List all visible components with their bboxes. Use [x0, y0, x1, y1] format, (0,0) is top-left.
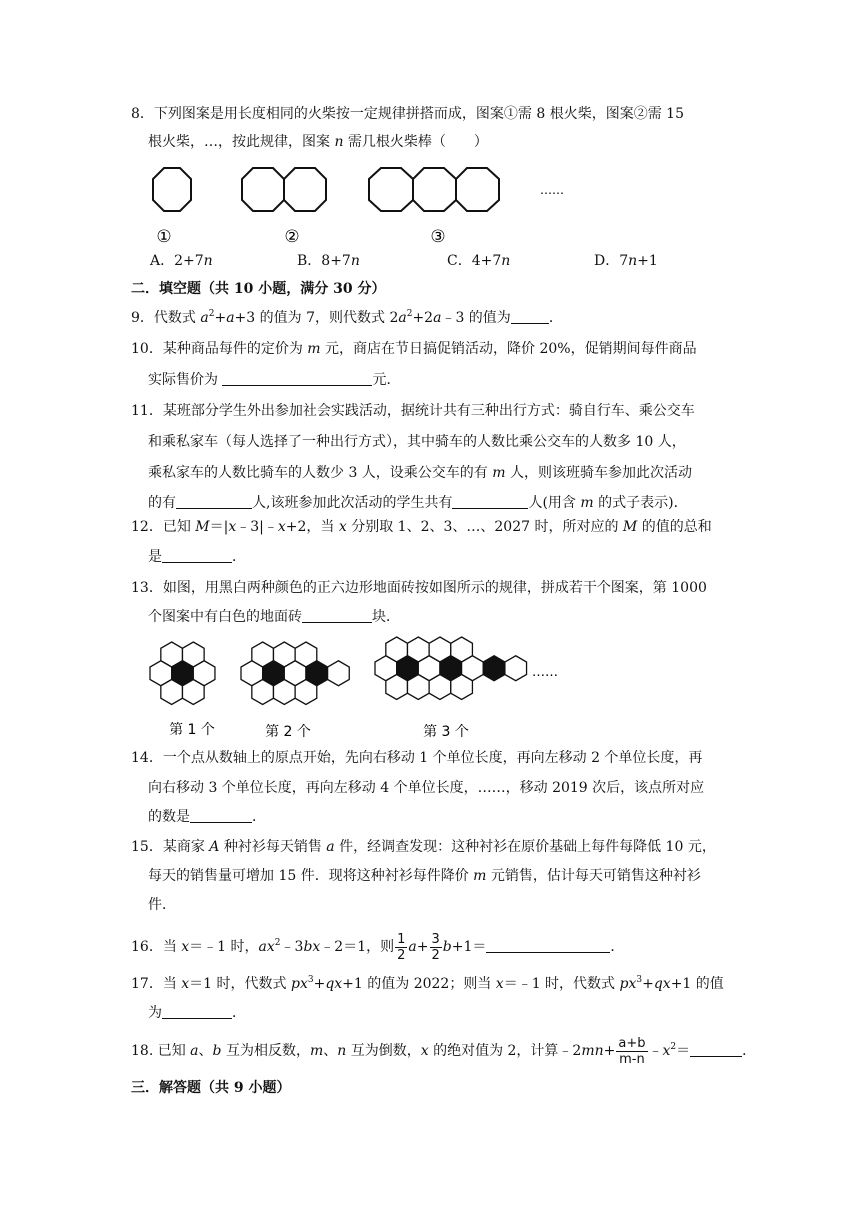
- q17-line1: 17．当 x＝1 时，代数式 $px^3+qx+1$ 的值为 2022；则当 x＝﹣1 时，代数式 $px^3+qx+1$ 的值: [131, 975, 724, 992]
- q10-line2: 实际售价为 元．: [148, 372, 401, 388]
- hexagon-tile-figures: [140, 630, 580, 742]
- q11-answer-blank-1[interactable]: [176, 494, 252, 509]
- hex-tile-white: [386, 675, 408, 700]
- q11-line1: 11．某班部分学生外出参加社会实践活动，据统计共有三种出行方式：骑自行车、乘公交车: [131, 403, 695, 419]
- section-2-title: 二．填空题（共 10 小题，满分 30 分）: [131, 281, 386, 297]
- hex-tile-white: [429, 675, 451, 700]
- q18-line: 18. 已知 a、b 互为相反数，m、n 互为倒数，x 的绝对值为 2，计算﹣2mn+ $\frac{a+b}{m-n}$ $﹣x^2=$ ．: [131, 1035, 757, 1067]
- fig-label-2: ②: [284, 227, 300, 247]
- hex-fig-label-3: 第 3 个: [423, 724, 469, 740]
- hex-tile-white: [252, 680, 274, 705]
- q16-line: 16．当 x＝﹣1 时，$ax^2﹣3bx﹣2=1$，则 $\frac{1}{2}$ a+ $\frac{3}{2}$ b+1＝ ．: [131, 931, 625, 963]
- hex-tile-white: [273, 680, 295, 705]
- octagon-fig2b: [284, 168, 326, 211]
- hex-tile-white: [407, 675, 429, 700]
- q14-line2: 向右移动 3 个单位长度，再向左移动 4 个单位长度，……，移动 2019 次后，该点所对应: [148, 780, 705, 796]
- q8-line2: 根火柴，…，按此规律，图案 n 需几根火柴棒（ ）: [148, 134, 488, 150]
- section-3-title: 三．解答题（共 9 小题）: [131, 1080, 291, 1096]
- q13-line2: 个图案中有白色的地面砖 块．: [148, 609, 400, 625]
- fig-label-3: ③: [430, 227, 446, 247]
- q10-line1: 10．某种商品每件的定价为 m 元，商店在节日搞促销活动，降价 20%，促销期间每件商品: [131, 341, 697, 357]
- q10-answer-blank[interactable]: [222, 371, 372, 386]
- fig-ellipsis: ……: [540, 183, 564, 197]
- hex-tile-white: [451, 675, 473, 700]
- q16-fraction-2: $\frac{3}{2}$: [431, 931, 440, 963]
- q8-line1: 8．下列图案是用长度相同的火柴按一定规律拼搭而成，图案①需 8 根火柴，图案②需 15: [131, 106, 684, 122]
- q12-line2: 是 ．: [148, 549, 246, 565]
- q9-answer-blank[interactable]: [511, 309, 549, 324]
- q16-fraction-1: $\frac{1}{2}$: [397, 931, 406, 963]
- hex-tile-black: [483, 656, 505, 681]
- q8-option-c: C．4+7n: [447, 253, 511, 269]
- octagon-fig3a: [369, 168, 413, 211]
- hex-tile-white: [182, 680, 204, 705]
- q11-line2: 和乘私家车（每人选择了一种出行方式），其中骑车的人数比乘公交车的人数多 10 人，: [148, 434, 686, 450]
- q18-fraction: $\frac{a+b}{m-n}$: [618, 1035, 646, 1067]
- octagon-fig2a: [242, 168, 284, 211]
- octagon-fig3c: [456, 168, 499, 211]
- q8-option-a: A．2+7n: [150, 253, 213, 269]
- q8-option-b: B．8+7n: [297, 253, 360, 269]
- q13-line1: 13．如图，用黑白两种颜色的正六边形地面砖按如图所示的规律，拼成若干个图案，第 1000: [131, 580, 707, 596]
- q11-answer-blank-2[interactable]: [452, 494, 528, 509]
- octagon-fig1: [153, 168, 191, 211]
- hex-fig-label-2: 第 2 个: [265, 724, 311, 740]
- hex-fig-ellipsis: ……: [532, 665, 558, 680]
- q15-line3: 件．: [148, 897, 176, 913]
- q17-answer-blank[interactable]: [162, 1004, 232, 1019]
- q15-line1: 15．某商家 A 种衬衫每天销售 a 件，经调查发现：这种衬衫在原价基础上每件每降低 10 元，: [131, 839, 716, 855]
- q12-answer-blank[interactable]: [162, 548, 232, 563]
- q13-answer-blank[interactable]: [302, 608, 372, 623]
- hex-tile-white: [295, 680, 317, 705]
- q14-answer-blank[interactable]: [190, 808, 252, 823]
- q9-line: 9．代数式 $a^2+a+3$ 的值为 7，则代数式 $2a^2+2a﹣3$ 的值为 ．: [131, 309, 563, 326]
- q14-line3: 的数是 ．: [148, 809, 266, 825]
- hex-tile-white: [505, 656, 527, 681]
- hex-tile-white: [328, 661, 350, 686]
- hex-tile-white: [161, 680, 183, 705]
- q11-line3: 乘私家车的人数比骑车的人数少 3 人，设乘公交车的有 m 人，则该班骑车参加此次活动: [148, 465, 692, 481]
- fig-label-1: ①: [156, 227, 172, 247]
- q14-line1: 14．一个点从数轴上的原点开始，先向右移动 1 个单位长度，再向左移动 2 个单位长度，再: [131, 750, 703, 766]
- q15-line2: 每天的销售量可增加 15 件．现将这种衬衫每件降价 m 元销售，估计每天可销售这种衬衫: [148, 868, 701, 884]
- q8-option-d: D．7n+1: [594, 253, 658, 269]
- q18-answer-blank[interactable]: [690, 1042, 742, 1057]
- q11-line4: 的有 人,该班参加此次活动的学生共有 人(用含 m 的式子表示)．: [148, 495, 688, 511]
- octagon-fig3b: [413, 168, 456, 211]
- hex-fig-label-1: 第 1 个: [169, 722, 215, 738]
- q12-line1: 12．已知 M＝|x﹣3|﹣x+2，当 x 分别取 1、2、3、…、2027 时，所对应的 M 的值的总和: [131, 519, 712, 535]
- q16-answer-blank[interactable]: [486, 938, 610, 953]
- matchstick-octagon-figures: [140, 160, 580, 248]
- q17-line2: 为 ．: [148, 1005, 246, 1021]
